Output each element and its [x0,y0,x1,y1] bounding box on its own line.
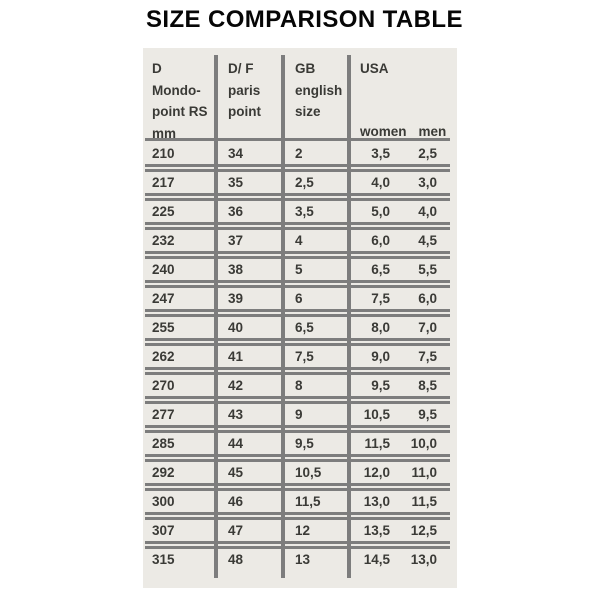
header-usa-subcolumns [360,121,446,143]
cell-paris-point: 41 [228,349,244,364]
cell-usa-men: 4,0 [418,204,437,219]
cell-paris-point: 38 [228,262,244,277]
cell-paris-point: 42 [228,378,244,393]
cell-usa-men: 10,0 [410,436,437,451]
header-paris-point [218,58,285,144]
cell-gb-size: 6 [295,291,303,306]
header-line: Mondo- [152,82,201,98]
cell-usa-men: 3,0 [418,175,437,190]
cell-mondopoint: 277 [152,407,175,422]
cell-usa-men: 8,5 [418,378,437,393]
cell-mondopoint: 240 [152,262,175,277]
cell-mondopoint: 210 [152,146,175,161]
cell-usa [351,404,450,425]
table-row [145,459,450,486]
cell-paris-point: 46 [228,494,244,509]
cell-gb-size: 5 [295,262,303,277]
cell-paris-point: 45 [228,465,244,480]
table-row [145,285,450,312]
table-row [145,227,450,254]
cell-gb-size: 10,5 [295,465,322,480]
cell-paris-point: 48 [228,552,244,567]
cell-usa-men: 7,0 [418,320,437,335]
cell-gb-size: 3,5 [295,204,314,219]
cell-usa-men: 11,5 [411,494,437,509]
cell-usa-men: 13,0 [410,552,437,567]
cell-usa-men: 4,5 [418,233,437,248]
cell-paris-point: 47 [228,523,244,538]
cell-usa-women: 8,0 [371,320,390,335]
cell-paris-point: 36 [228,204,244,219]
cell-gb-size: 6,5 [295,320,314,335]
cell-usa [351,375,450,396]
cell-usa-women: 4,0 [371,175,390,190]
table-inner [145,48,450,570]
table-row [145,143,450,167]
cell-mondopoint: 307 [152,523,175,538]
table-header [145,48,450,141]
header-line: GB [295,61,316,76]
cell-usa-women: 10,5 [363,407,390,422]
cell-mondopoint: 270 [152,378,175,393]
header-line: english [295,82,343,98]
cell-usa [351,143,450,164]
cell-usa [351,491,450,512]
header-mondopoint [145,58,218,144]
cell-usa [351,288,450,309]
cell-mondopoint: 217 [152,175,175,190]
cell-mondopoint: 225 [152,204,175,219]
cell-usa-men: 12,5 [410,523,437,538]
cell-gb-size: 7,5 [295,349,314,364]
cell-usa-men: 7,5 [418,349,437,364]
header-gb-size [285,58,351,144]
cell-usa [351,520,450,541]
header-usa-women: women [360,123,407,139]
cell-usa-women: 5,0 [371,204,390,219]
cell-paris-point: 43 [228,407,244,422]
header-line: D/ F [228,61,254,76]
column-divider-1 [214,55,218,578]
cell-usa-women: 14,5 [363,552,390,567]
table-row [145,372,450,399]
table-row [145,169,450,196]
cell-gb-size: 11,5 [295,494,321,509]
header-line: size [295,104,321,119]
table-body [145,141,450,570]
header-usa-men: men [418,123,447,139]
header-line: mm [152,125,177,141]
cell-usa-women: 13,5 [363,523,390,538]
cell-usa [351,549,450,570]
cell-mondopoint: 292 [152,465,175,480]
cell-paris-point: 34 [228,146,244,161]
cell-usa [351,462,450,483]
cell-paris-point: 39 [228,291,244,306]
table-row [145,256,450,283]
header-line: point [228,104,261,119]
cell-usa-women: 11,5 [364,436,390,451]
cell-gb-size: 9,5 [295,436,314,451]
cell-paris-point: 44 [228,436,244,451]
header-line: point RS [152,104,208,119]
cell-gb-size: 8 [295,378,303,393]
table-row [145,198,450,225]
cell-mondopoint: 285 [152,436,175,451]
cell-usa [351,201,450,222]
header-line: USA [360,61,389,76]
cell-gb-size: 2 [295,146,303,161]
cell-usa-women: 3,5 [371,146,390,161]
cell-usa-women: 7,5 [371,291,390,306]
cell-usa-women: 9,0 [371,349,390,364]
table-row [145,546,450,570]
column-divider-3 [347,55,351,578]
page-title: SIZE COMPARISON TABLE [146,6,463,33]
cell-paris-point: 37 [228,233,244,248]
cell-gb-size: 9 [295,407,303,422]
table-row [145,343,450,370]
cell-usa [351,259,450,280]
cell-mondopoint: 247 [152,291,175,306]
cell-usa [351,230,450,251]
cell-usa-men: 9,5 [418,407,437,422]
cell-usa-men: 6,0 [418,291,437,306]
cell-gb-size: 12 [295,523,311,538]
cell-gb-size: 4 [295,233,303,248]
table-row [145,488,450,515]
size-comparison-table [143,48,457,588]
cell-usa-men: 5,5 [418,262,437,277]
cell-usa-women: 13,0 [363,494,390,509]
header-line: D [152,61,162,76]
cell-usa-women: 12,0 [363,465,390,480]
cell-gb-size: 2,5 [295,175,314,190]
table-row [145,401,450,428]
table-row [145,517,450,544]
table-row [145,430,450,457]
cell-usa [351,172,450,193]
cell-usa-men: 11,0 [411,465,437,480]
cell-usa-women: 6,0 [371,233,390,248]
table-row [145,314,450,341]
cell-mondopoint: 255 [152,320,175,335]
header-usa [351,58,450,144]
cell-usa [351,346,450,367]
cell-usa [351,317,450,338]
cell-gb-size: 13 [295,552,311,567]
cell-usa-women: 6,5 [371,262,390,277]
cell-usa-men: 2,5 [418,146,437,161]
cell-mondopoint: 315 [152,552,175,567]
cell-usa-women: 9,5 [371,378,390,393]
cell-paris-point: 35 [228,175,244,190]
cell-mondopoint: 262 [152,349,175,364]
cell-usa [351,433,450,454]
cell-mondopoint: 232 [152,233,175,248]
cell-mondopoint: 300 [152,494,175,509]
column-divider-2 [281,55,285,578]
header-line: paris [228,82,261,98]
cell-paris-point: 40 [228,320,244,335]
